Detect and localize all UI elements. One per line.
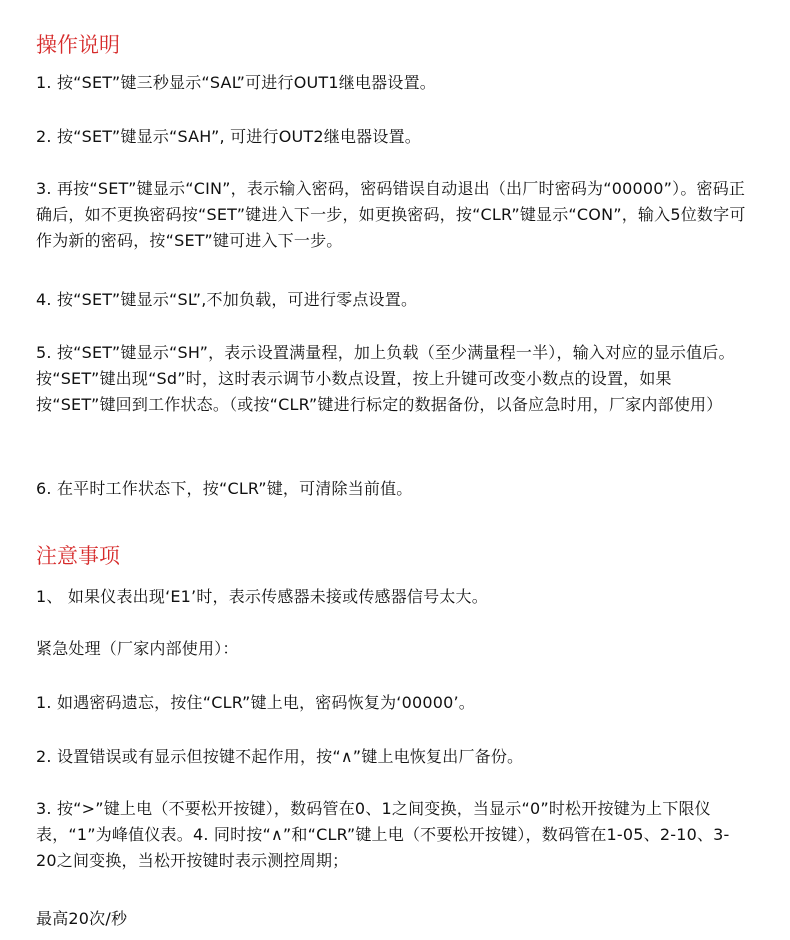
max-rate-note: 最高20次/秒 [36, 909, 128, 928]
operation-step-2: 2. 按“SET”键显示“SAH”, 可进行OUT2继电器设置。 [36, 127, 421, 146]
precaution-item-1: 1、 如果仪表出现‘E1’时，表示传感器未接或传感器信号太大。 [36, 587, 488, 606]
operation-step-5: 5. 按“SET”键显示“SH”，表示设置满量程，加上负载（至少满量程一半），输入对应的显示值后。按“SET”键出现“Sd”时，这时表示调节小数点设置，按上升键可改变小数点的设置，如果按“SET”键回到工作状态。（或按“CLR”键进行标定的数据备份，以备应急时用，厂家内部使用） [36, 343, 735, 414]
operation-instructions-heading: 操作说明 [36, 33, 120, 57]
emergency-step-3: 3. 按“>”键上电（不要松开按键），数码管在0、1之间变换，当显示“0”时松开按键为上下限仪表，“1”为峰值仪表。4. 同时按“∧”和“CLR”键上电（不要松开按键），数码管在1-05、2-10、3-20之间变换，当松开按键时表示测控周期； [36, 799, 730, 870]
emergency-handling-label: 紧急处理（厂家内部使用）： [36, 639, 239, 658]
operation-step-3: 3. 再按“SET”键显示“CIN”，表示输入密码，密码错误自动退出（出厂时密码为“00000”）。密码正确后，如不更换密码按“SET”键进入下一步，如更换密码，按“CLR”键显示“CON”，输入5位数字可作为新的密码，按“SET”键可进入下一步。 [36, 179, 746, 250]
operation-step-1: 1. 按“SET”键三秒显示“SAL”可进行OUT1继电器设置。 [36, 73, 436, 92]
emergency-step-1: 1. 如遇密码遗忘，按住“CLR”键上电，密码恢复为‘00000’。 [36, 693, 475, 712]
precautions-heading: 注意事项 [36, 544, 120, 568]
operation-step-4: 4. 按“SET”键显示“SL”,不加负载，可进行零点设置。 [36, 290, 418, 309]
operation-step-6: 6. 在平时工作状态下，按“CLR”键，可清除当前值。 [36, 479, 413, 498]
emergency-step-2: 2. 设置错误或有显示但按键不起作用，按“∧”键上电恢复出厂备份。 [36, 747, 524, 766]
